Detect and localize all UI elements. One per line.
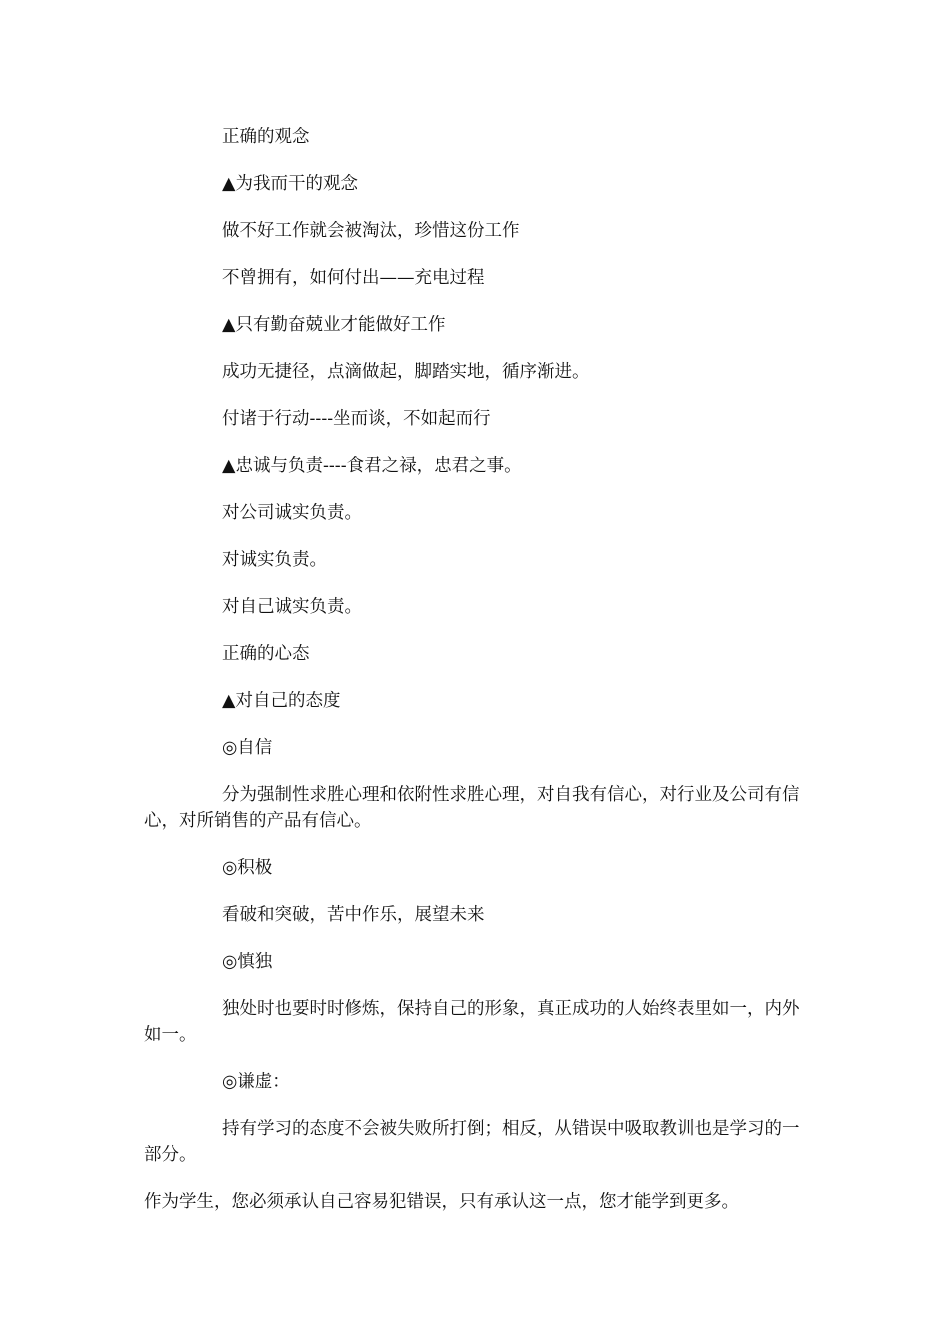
paragraph: 正确的心态 [222, 644, 310, 664]
paragraph: 对诚实负责。 [222, 550, 327, 570]
paragraph: 作为学生，您必须承认自己容易犯错误，只有承认这一点，您才能学到更多。 [144, 1192, 739, 1212]
paragraph: ◎谦虚： [222, 1072, 290, 1092]
paragraph: ▲对自己的态度 [222, 691, 341, 711]
paragraph: 付诸于行动----坐而谈，不如起而行 [222, 409, 491, 429]
paragraph: 独处时也要时时修炼，保持自己的形象，真正成功的人始终表里如一，内外如一。 [144, 999, 800, 1045]
paragraph: ◎自信 [222, 738, 273, 758]
paragraph: 正确的观念 [222, 127, 310, 147]
paragraph: ▲为我而干的观念 [222, 174, 358, 194]
paragraph: 看破和突破，苦中作乐，展望未来 [222, 905, 485, 925]
paragraph: 持有学习的态度不会被失败所打倒；相反，从错误中吸取教训也是学习的一部分。 [144, 1119, 800, 1165]
paragraph: 分为强制性求胜心理和依附性求胜心理，对自我有信心，对行业及公司有信心，对所销售的产品有信心。 [144, 785, 800, 831]
paragraph: 对公司诚实负责。 [222, 503, 362, 523]
paragraph: 做不好工作就会被淘汰，珍惜这份工作 [222, 221, 520, 241]
paragraph: 成功无捷径，点滴做起，脚踏实地，循序渐进。 [222, 362, 590, 382]
paragraph: ◎积极 [222, 858, 273, 878]
document-body [144, 124, 808, 1236]
paragraph: 不曾拥有，如何付出——充电过程 [222, 268, 485, 288]
paragraph: ◎慎独 [222, 952, 273, 972]
paragraph: ▲只有勤奋兢业才能做好工作 [222, 315, 446, 335]
paragraph: 对自己诚实负责。 [222, 597, 362, 617]
paragraph: ▲忠诚与负责----食君之禄，忠君之事。 [222, 456, 522, 476]
